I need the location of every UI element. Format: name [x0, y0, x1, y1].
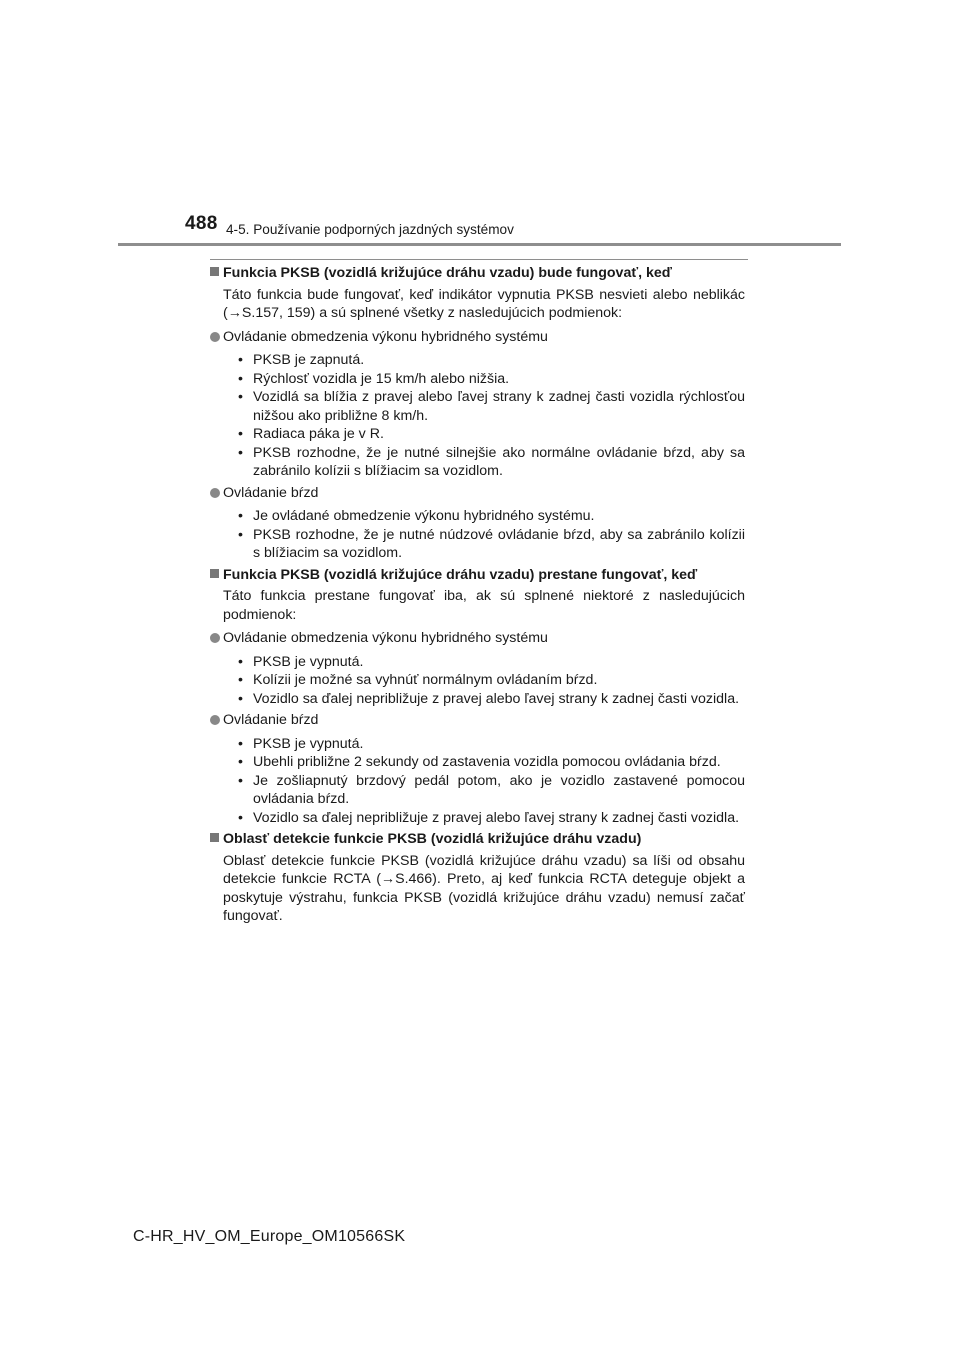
condition-group-title: Ovládanie bŕzd — [210, 711, 745, 730]
condition-group-title: Ovládanie bŕzd — [210, 484, 745, 503]
condition-list — [210, 735, 745, 828]
list-item: • Je ovládané obmedzenie výkonu hybridného systému. — [238, 507, 745, 526]
circle-bullet-icon — [210, 332, 220, 342]
page-content — [210, 262, 745, 931]
section-heading: Oblasť detekcie funkcie PKSB (vozidlá križujúce dráhu vzadu) — [210, 830, 745, 849]
section-intro: Táto funkcia prestane fungovať iba, ak sú splnené niektoré z nasledujúcich podmienok: — [223, 588, 745, 623]
list-item: • Ubehli približne 2 sekundy od zastavenia vozidla pomocou ovládania bŕzd. — [238, 753, 745, 772]
condition-list — [210, 653, 745, 709]
condition-list — [210, 351, 745, 481]
list-item: • Vozidlá sa blížia z pravej alebo ľavej strany k zadnej časti vozidla rýchlosťou nižšou ako približne 8 km/h. — [238, 388, 745, 425]
document-footer-code: C-HR_HV_OM_Europe_OM10566SK — [133, 1228, 406, 1245]
section-divider — [210, 259, 748, 260]
condition-group-title: Ovládanie obmedzenia výkonu hybridného systému — [210, 629, 745, 648]
list-item: • Kolízii je možné sa vyhnúť normálnym ovládaním bŕzd. — [238, 671, 745, 690]
list-item: • PKSB je vypnutá. — [238, 653, 745, 672]
list-item: • PKSB je vypnutá. — [238, 735, 745, 754]
header-divider — [118, 243, 841, 246]
circle-bullet-icon — [210, 488, 220, 498]
page-number: 488 — [185, 213, 218, 234]
list-item: • PKSB rozhodne, že je nutné núdzové ovládanie bŕzd, aby sa zabránilo kolízii s blížiacim sa vozidlom. — [238, 526, 745, 563]
list-item: • Vozidlo sa ďalej nepribližuje z pravej alebo ľavej strany k zadnej časti vozidla. — [238, 809, 745, 828]
list-item: • Je zošliapnutý brzdový pedál potom, ako je vozidlo zastavené pomocou ovládania bŕzd. — [238, 772, 745, 809]
list-item: • Rýchlosť vozidla je 15 km/h alebo nižšia. — [238, 370, 745, 389]
page-header — [185, 213, 785, 243]
section-intro: Oblasť detekcie funkcie PKSB (vozidlá križujúce dráhu vzadu) sa líši od obsahu detekcie funkcie RCTA (→S.466). Preto, aj keď funkcia RCTA deteguje objekt a poskytuje výstrahu, funkcia PKSB (vozidlá križujúce dráhu vzadu) nemusí začať fungovať. — [223, 852, 745, 924]
section-intro: Táto funkcia bude fungovať, keď indikátor vypnutia PKSB nesvieti alebo neblikác (→S.157, 159) a sú splnené všetky z nasledujúcich podmienok: — [223, 286, 745, 321]
list-item: • Radiaca páka je v R. — [238, 425, 745, 444]
condition-group-title: Ovládanie obmedzenia výkonu hybridného systému — [210, 328, 745, 347]
chapter-title: 4-5. Používanie podporných jazdných systémov — [226, 222, 514, 237]
square-bullet-icon — [210, 833, 219, 842]
list-item: • PKSB rozhodne, že je nutné silnejšie ako normálne ovládanie bŕzd, aby sa zabránilo kolízii s blížiacim sa vozidlom. — [238, 444, 745, 481]
list-item: • PKSB je zapnutá. — [238, 351, 745, 370]
section-heading: Funkcia PKSB (vozidlá križujúce dráhu vzadu) bude fungovať, keď — [210, 264, 745, 283]
section-heading: Funkcia PKSB (vozidlá križujúce dráhu vzadu) prestane fungovať, keď — [210, 566, 745, 585]
circle-bullet-icon — [210, 715, 220, 725]
list-item: • Vozidlo sa ďalej nepribližuje z pravej alebo ľavej strany k zadnej časti vozidla. — [238, 690, 745, 709]
square-bullet-icon — [210, 267, 219, 276]
square-bullet-icon — [210, 569, 219, 578]
condition-list — [210, 507, 745, 563]
circle-bullet-icon — [210, 633, 220, 643]
